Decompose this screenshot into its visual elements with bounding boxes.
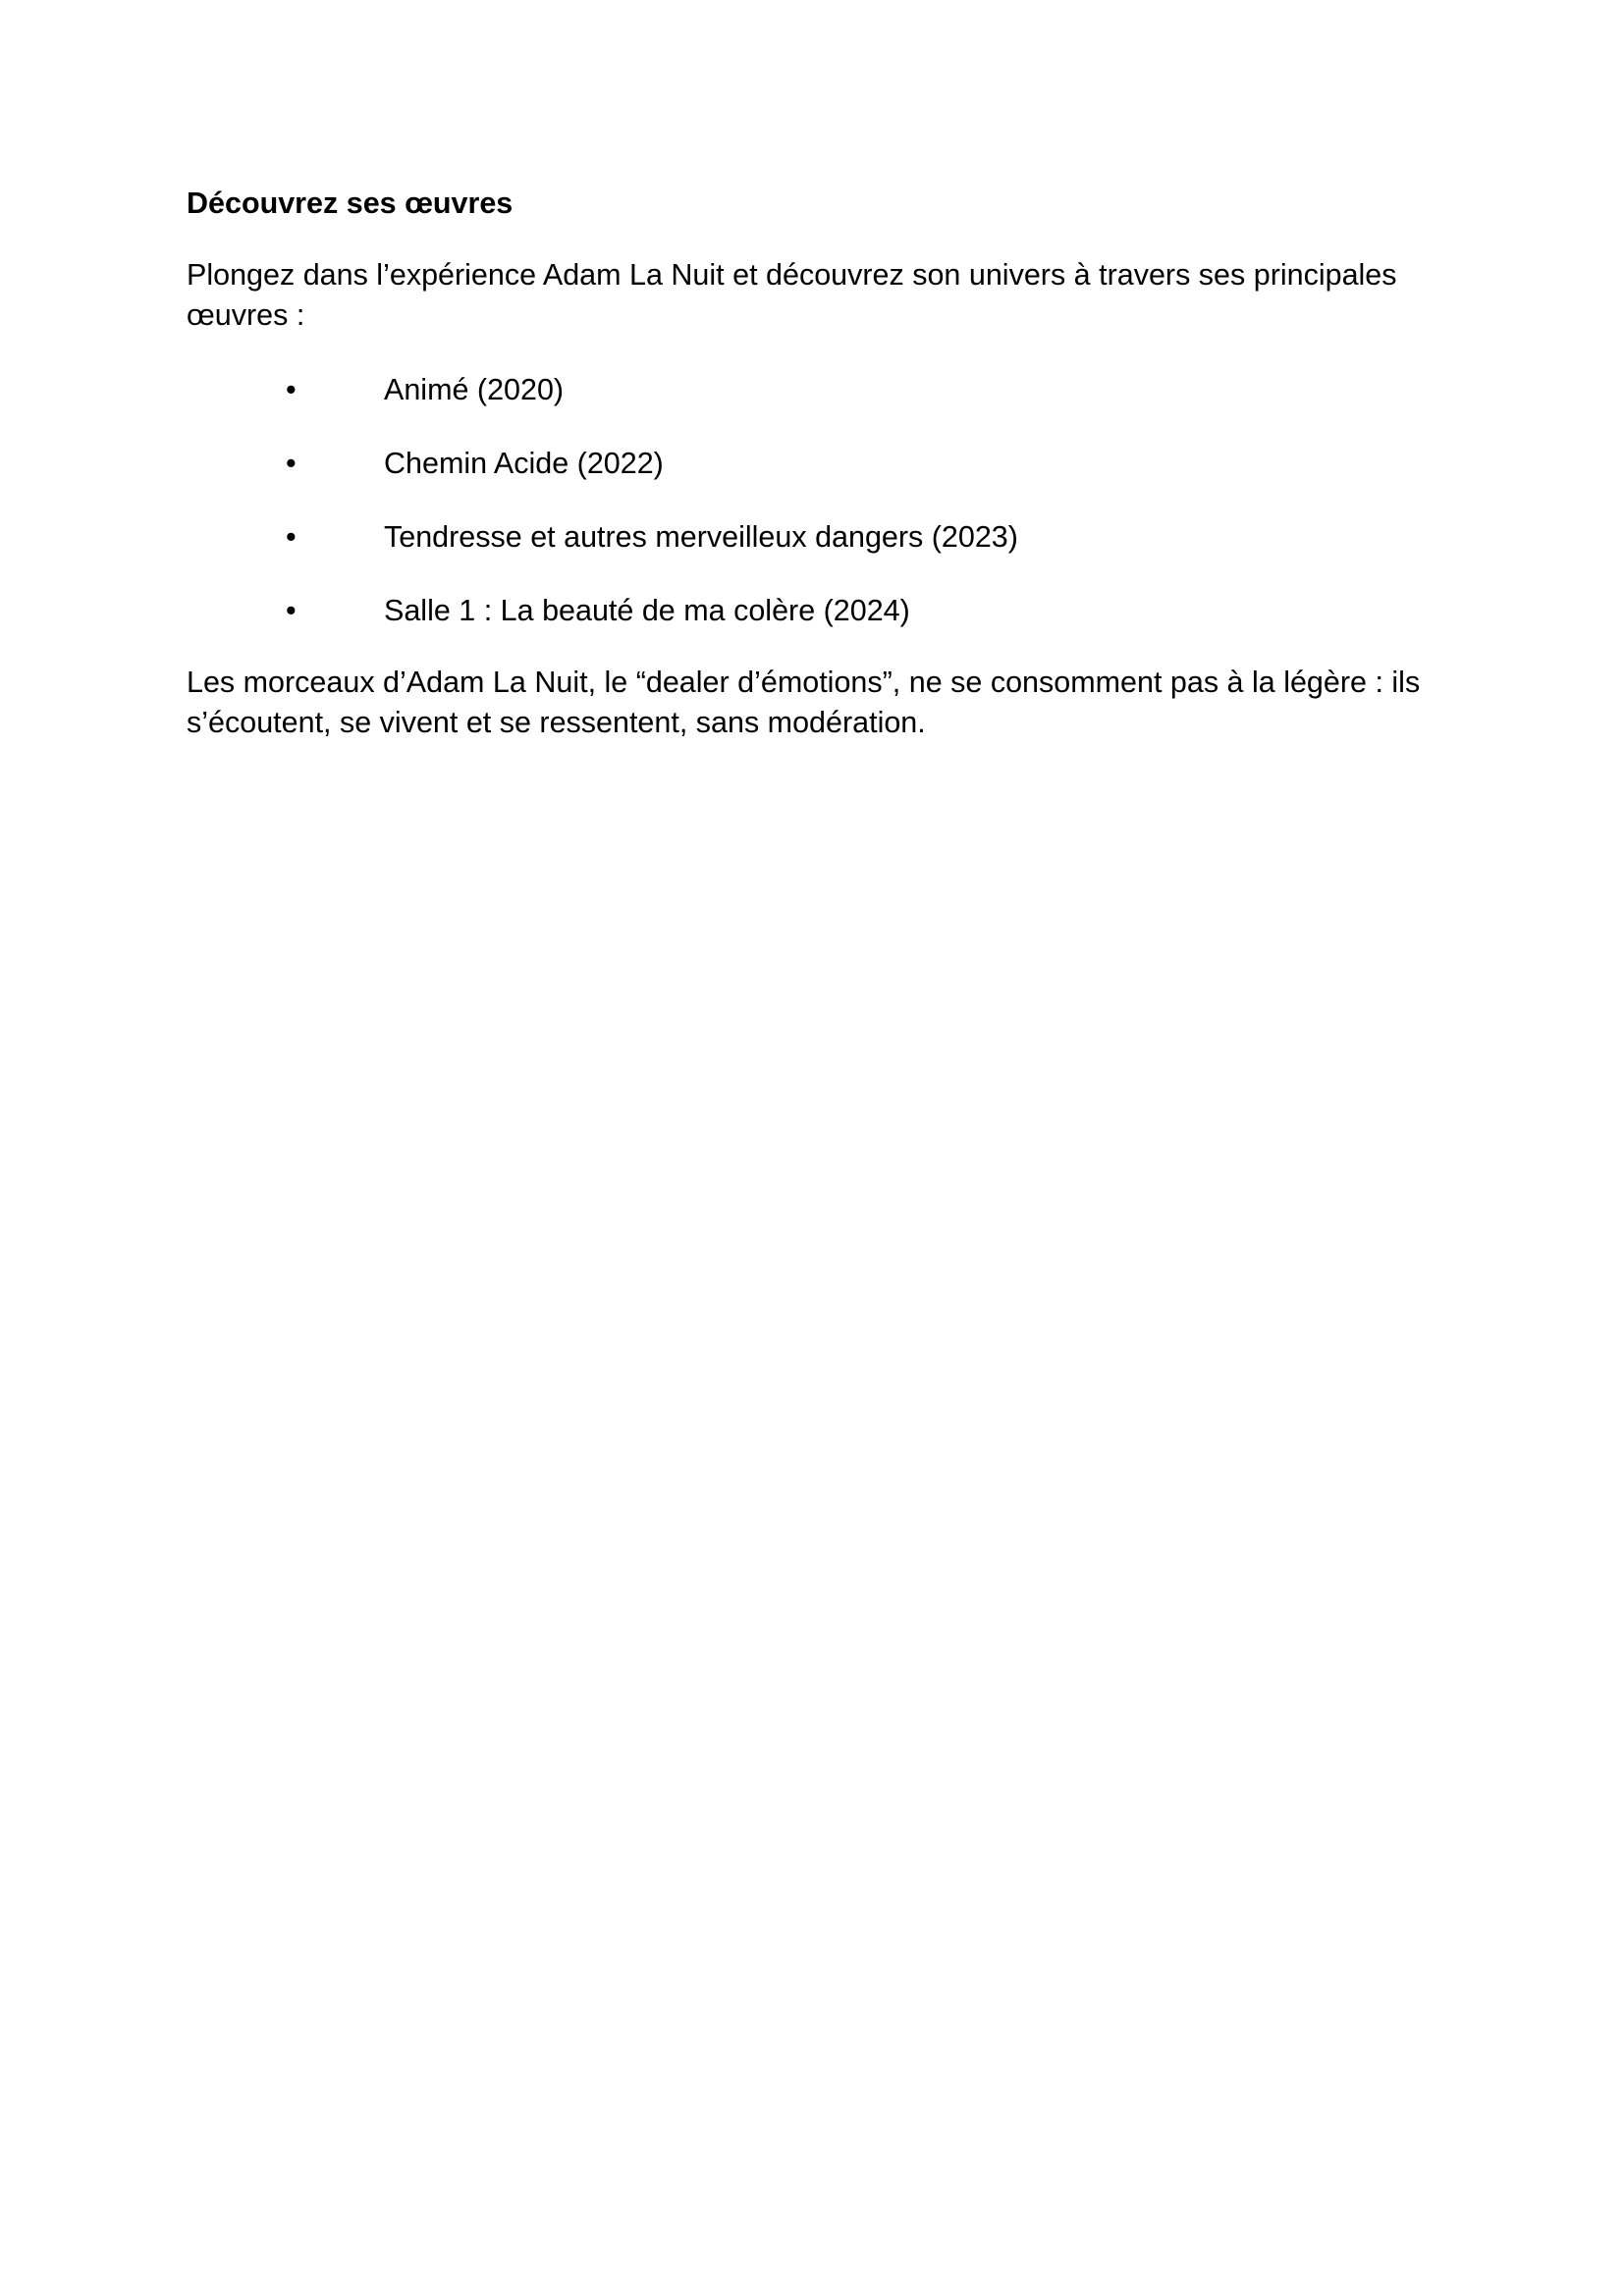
intro-paragraph: Plongez dans l’expérience Adam La Nuit et découvrez son univers à travers ses principales œuvres : (187, 258, 1397, 332)
works-list (187, 369, 1453, 631)
document-content (187, 183, 1453, 743)
list-item (187, 369, 1453, 410)
list-item (187, 590, 1453, 631)
bullet-icon: • (286, 594, 297, 627)
closing-paragraph: Les morceaux d’Adam La Nuit, le “dealer d’émotions”, ne se consomment pas à la légère : ils s’écoutent, se vivent et se ressentent, sans modération. (187, 666, 1421, 739)
list-item (187, 516, 1453, 558)
bullet-icon: • (286, 373, 297, 406)
bullet-icon: • (286, 520, 297, 554)
work-title: Animé (2020) (384, 373, 565, 406)
work-title: Chemin Acide (2022) (384, 447, 664, 480)
bullet-icon: • (286, 447, 297, 480)
list-item (187, 443, 1453, 484)
section-heading: Découvrez ses œuvres (187, 187, 514, 220)
work-title: Tendresse et autres merveilleux dangers (2023) (384, 520, 1018, 554)
work-title: Salle 1 : La beauté de ma colère (2024) (384, 594, 910, 627)
